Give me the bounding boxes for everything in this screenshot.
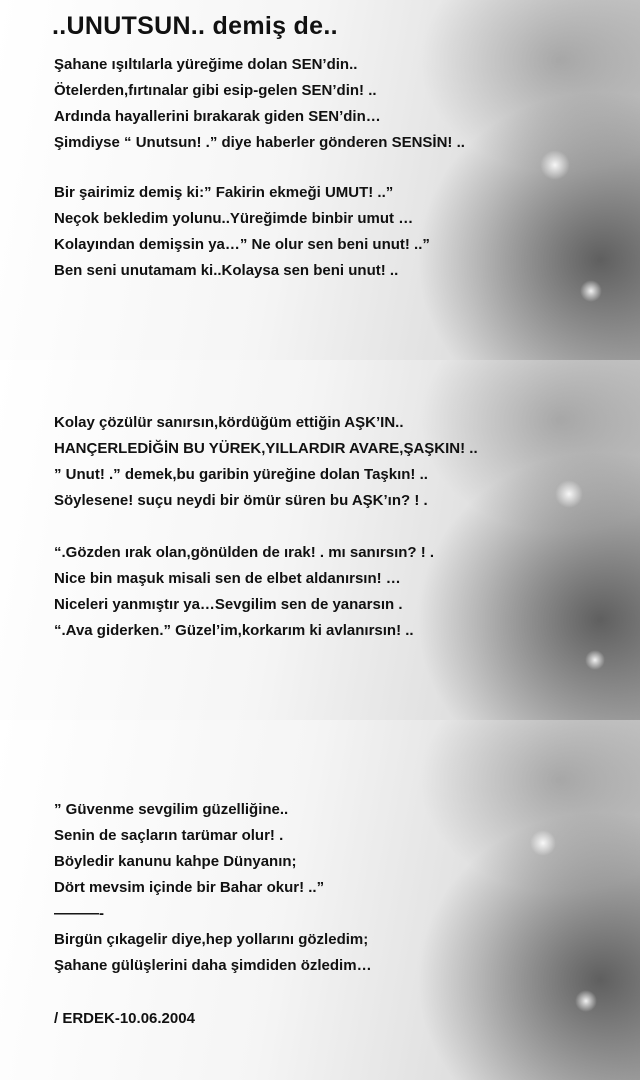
poem-line: Şahane gülüşlerini daha şimdiden özledim… xyxy=(54,957,372,974)
poem-line: Ben seni unutamam ki..Kolaysa sen beni unut! .. xyxy=(54,262,399,279)
background-sparkle xyxy=(555,480,583,508)
background-sparkle xyxy=(585,650,605,670)
poem-line: “.Ava giderken.” Güzel’im,korkarım ki avlanırsın! .. xyxy=(54,622,414,639)
signature-block xyxy=(54,1006,195,1032)
poem-line: HANÇERLEDİĞİN BU YÜREK,YILLARDIR AVARE,ŞAŞKIN! .. xyxy=(54,440,478,457)
poem-line: Ardında hayallerini bırakarak giden SEN’din… xyxy=(54,108,381,125)
poem-line: Nice bin maşuk misali sen de elbet aldanırsın! … xyxy=(54,570,401,587)
poem-title: ..UNUTSUN.. demiş de.. xyxy=(52,12,338,40)
signature-date: / ERDEK-10.06.2004 xyxy=(54,1010,195,1027)
poem-panel-3 xyxy=(0,720,640,1080)
stanza-4 xyxy=(54,540,434,644)
poem-line: Şahane ışıltılarla yüreğime dolan SEN’din.. xyxy=(54,56,358,73)
poem-line: ” Güvenme sevgilim güzelliğine.. xyxy=(54,801,289,818)
poem-line: Senin de saçların tarümar olur! . xyxy=(54,827,284,844)
stanza-5 xyxy=(54,797,372,979)
background-sparkle xyxy=(580,280,602,302)
poem-line: Bir şairimiz demiş ki:” Fakirin ekmeği UMUT! ..” xyxy=(54,184,394,201)
poem-panel-2 xyxy=(0,360,640,720)
stanza-3 xyxy=(54,410,478,514)
poem-line: Kolayından demişsin ya…” Ne olur sen beni unut! ..” xyxy=(54,236,430,253)
poem-panel-1 xyxy=(0,0,640,360)
background-sparkle xyxy=(540,150,570,180)
background-sparkle xyxy=(575,990,597,1012)
poem-line: “.Gözden ırak olan,gönülden de ırak! . mı sanırsın? ! . xyxy=(54,544,435,561)
poem-line: Dört mevsim içinde bir Bahar okur! ..” xyxy=(54,879,325,896)
separator-line: ———- xyxy=(54,905,104,922)
poem-line: Ötelerden,fırtınalar gibi esip-gelen SEN’din! .. xyxy=(54,82,377,99)
poem-line: Kolay çözülür sanırsın,kördüğüm ettiğin AŞK’IN.. xyxy=(54,414,404,431)
poem-line: Böyledir kanunu kahpe Dünyanın; xyxy=(54,853,297,870)
stanza-2 xyxy=(54,180,430,284)
poem-line: Niceleri yanmıştır ya…Sevgilim sen de yanarsın . xyxy=(54,596,403,613)
poem-line: Neçok bekledim yolunu..Yüreğimde binbir umut … xyxy=(54,210,414,227)
stanza-1 xyxy=(54,52,465,156)
poem-line: ” Unut! .” demek,bu garibin yüreğine dolan Taşkın! .. xyxy=(54,466,428,483)
poem-line: Şimdiyse “ Unutsun! .” diye haberler gönderen SENSİN! .. xyxy=(54,134,465,151)
poem-line: Birgün çıkagelir diye,hep yollarını gözledim; xyxy=(54,931,369,948)
poem-line: Söylesene! suçu neydi bir ömür süren bu AŞK’ın? ! . xyxy=(54,492,428,509)
background-sparkle xyxy=(530,830,556,856)
